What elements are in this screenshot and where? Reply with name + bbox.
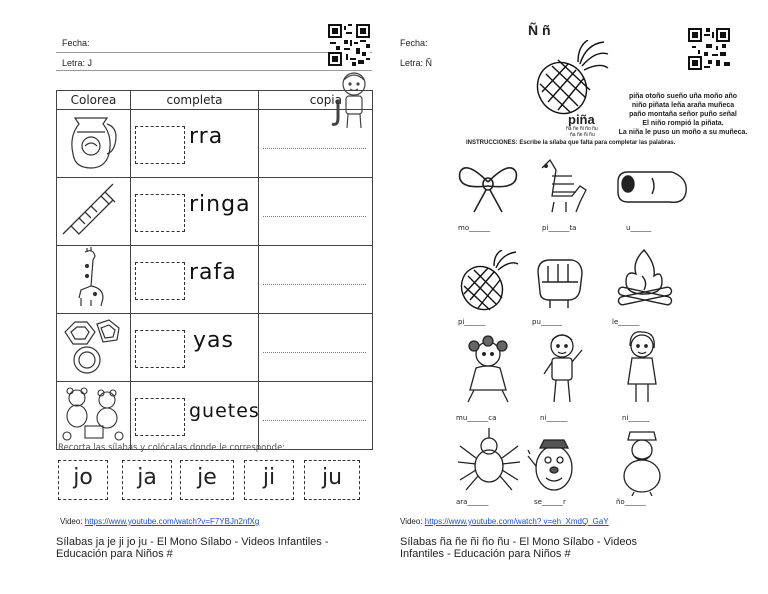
video-link[interactable]: https://www.youtube.com/watch? v=eh_XmdQ_GaY — [424, 517, 609, 526]
big-letters: Ñ ñ — [528, 22, 551, 38]
answer-line[interactable]: ño______ — [616, 498, 646, 506]
bow-icon — [456, 156, 520, 216]
qr-code-icon — [328, 24, 370, 66]
cutout-syllable-ja[interactable]: ja — [122, 460, 172, 500]
letra-label: Letra: J — [62, 58, 93, 68]
finger-nail-icon — [612, 158, 692, 216]
letra-label: Letra: Ñ — [400, 58, 433, 68]
video-caption: Sílabas ja je ji jo ju - El Mono Sílabo - Videos Infantiles - Educación para Niños # — [56, 536, 329, 560]
copy-cell — [259, 110, 373, 178]
copy-cell — [259, 246, 373, 314]
campfire-icon — [612, 246, 678, 310]
spider-icon — [456, 428, 522, 494]
fecha-label: Fecha: — [400, 38, 428, 48]
video-label: Video: — [60, 517, 85, 526]
cut-instructions: Recorta las sílabas y colócalas donde le corresponde: — [58, 443, 286, 453]
mr-potato-icon — [526, 430, 578, 496]
answer-line[interactable]: ni______ — [622, 414, 650, 422]
syllable-row: ña ñe ñi ño ñu ña ñe ñi ñu — [566, 126, 598, 138]
answer-line[interactable]: pi______ — [458, 318, 486, 326]
syringe-icon — [57, 178, 129, 240]
copy-cell — [259, 178, 373, 246]
complete-cell — [131, 178, 259, 246]
header-copia: copia — [259, 91, 373, 110]
pineapple-small-icon — [454, 250, 520, 312]
complete-cell — [131, 382, 259, 450]
complete-cell — [131, 110, 259, 178]
jewels-icon — [57, 314, 129, 376]
answer-line[interactable]: ni______ — [540, 414, 568, 422]
picture-cell — [57, 246, 131, 314]
answer-line[interactable]: u______ — [626, 224, 652, 232]
complete-cell — [131, 314, 259, 382]
picture-cell — [57, 314, 131, 382]
picture-cell — [57, 382, 131, 450]
header-completa: completa — [131, 91, 259, 110]
word-fragment: yas — [193, 328, 234, 353]
cutout-strip — [56, 460, 372, 502]
word-fragment: ringa — [189, 192, 251, 217]
answer-line[interactable]: se______r — [534, 498, 566, 506]
copy-line[interactable] — [263, 284, 366, 285]
worksheet-table — [56, 90, 373, 450]
fecha-label: Fecha: — [62, 38, 90, 48]
video-link[interactable]: https://www.youtube.com/watch?v=F7YBJn2nfXg — [84, 517, 260, 526]
instructions: INSTRUCCIONES: Escribe la sílaba que falta para completar las palabras. — [466, 140, 676, 146]
copy-cell — [259, 382, 373, 450]
word-fragment: rafa — [189, 260, 237, 285]
divider — [56, 52, 372, 53]
copy-line[interactable] — [263, 148, 366, 149]
syllable-answer-box[interactable] — [135, 330, 185, 368]
answer-line[interactable]: mu______ca — [456, 414, 497, 422]
answer-line[interactable]: mo______ — [458, 224, 491, 232]
cutout-syllable-ju[interactable]: ju — [304, 460, 360, 500]
syllable-answer-box[interactable] — [135, 194, 185, 232]
pina-word: piña — [568, 112, 595, 127]
jar-icon — [57, 110, 129, 172]
giraffe-icon — [57, 246, 129, 308]
word-fragment: rra — [189, 124, 224, 149]
old-man-icon — [614, 430, 670, 496]
doll-icon — [458, 334, 520, 406]
copy-line[interactable] — [263, 352, 366, 353]
word-list: piña otoño sueño uña moño año niño piñata leña araña muñeca paño montaña señor puño señal El niño rompió la piñata. La niña le puso un moño a su muñeca. — [618, 93, 748, 136]
divider — [56, 70, 372, 71]
complete-cell — [131, 246, 259, 314]
copy-cell — [259, 314, 373, 382]
qr-code-icon — [688, 28, 730, 70]
picture-cell — [57, 110, 131, 178]
girl-icon — [620, 330, 666, 406]
video-caption: Sílabas ña ñe ñi ño ñu - El Mono Sílabo - Videos Infantiles - Educación para Niños # — [400, 536, 638, 560]
answer-line[interactable]: ara______ — [456, 498, 489, 506]
answer-line[interactable]: le______ — [612, 318, 640, 326]
video-label: Video: — [400, 517, 425, 526]
video-link-row — [400, 517, 609, 526]
pineapple-icon — [528, 40, 610, 118]
answer-line[interactable]: pu______ — [532, 318, 562, 326]
picture-cell — [57, 178, 131, 246]
syllable-answer-box[interactable] — [135, 262, 185, 300]
boy-icon — [540, 330, 586, 406]
cutout-syllable-ji[interactable]: ji — [244, 460, 294, 500]
cutout-syllable-je[interactable]: je — [180, 460, 234, 500]
copy-line[interactable] — [263, 216, 366, 217]
copy-line[interactable] — [263, 420, 366, 421]
syllable-answer-box[interactable] — [135, 126, 185, 164]
syllable-answer-box[interactable] — [135, 398, 185, 436]
video-link-row — [60, 517, 259, 526]
word-fragment: guetes — [189, 400, 260, 422]
pinata-icon — [530, 156, 594, 216]
answer-line[interactable]: pi______ta — [542, 224, 577, 232]
cutout-syllable-jo[interactable]: jo — [58, 460, 108, 500]
header-colorea: Colorea — [57, 91, 131, 110]
toys-icon — [57, 382, 129, 444]
fist-icon — [528, 252, 588, 308]
